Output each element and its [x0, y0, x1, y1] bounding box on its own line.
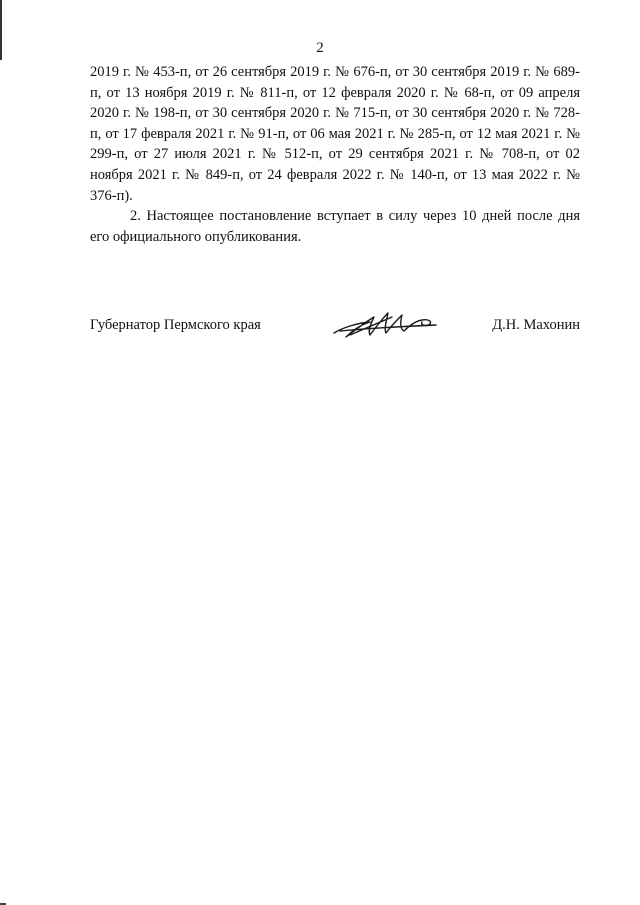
signer-name: Д.Н. Махонин: [492, 317, 580, 333]
page-edge-shadow: [0, 0, 2, 905]
paragraph-continuation: 2019 г. № 453-п, от 26 сентября 2019 г. № 676-п, от 30 сентября 2019 г. № 689-п, от 13 ноября 2019 г. № 811-п, от 12 февраля 2020 г. № 68-п, от 09 апреля 2020 г. № 198-п, от 30 сентября 2020 г. № 715-п, от 30 сентября 2020 г. № 728-п, от 17 февраля 2021 г. № 91-п, от 06 мая 2021 г. № 285-п, от 12 мая 2021 г. № 299-п, от 27 июля 2021 г. № 512-п, от 29 сентября 2021 г. № 708-п, от 02 ноября 2021 г. № 849-п, от 24 февраля 2022 г. № 140-п, от 13 мая 2022 г. № 376-п).: [90, 64, 580, 204]
page-number: 2: [316, 40, 324, 56]
signer-title: Губернатор Пермского края: [90, 317, 261, 333]
signature-block: [90, 305, 580, 341]
document-body: [90, 62, 580, 247]
handwritten-signature-icon: [330, 305, 440, 341]
paragraph-effective-date: 2. Настоящее постановление вступает в силу через 10 дней после дня его официального опубликования.: [90, 208, 580, 245]
